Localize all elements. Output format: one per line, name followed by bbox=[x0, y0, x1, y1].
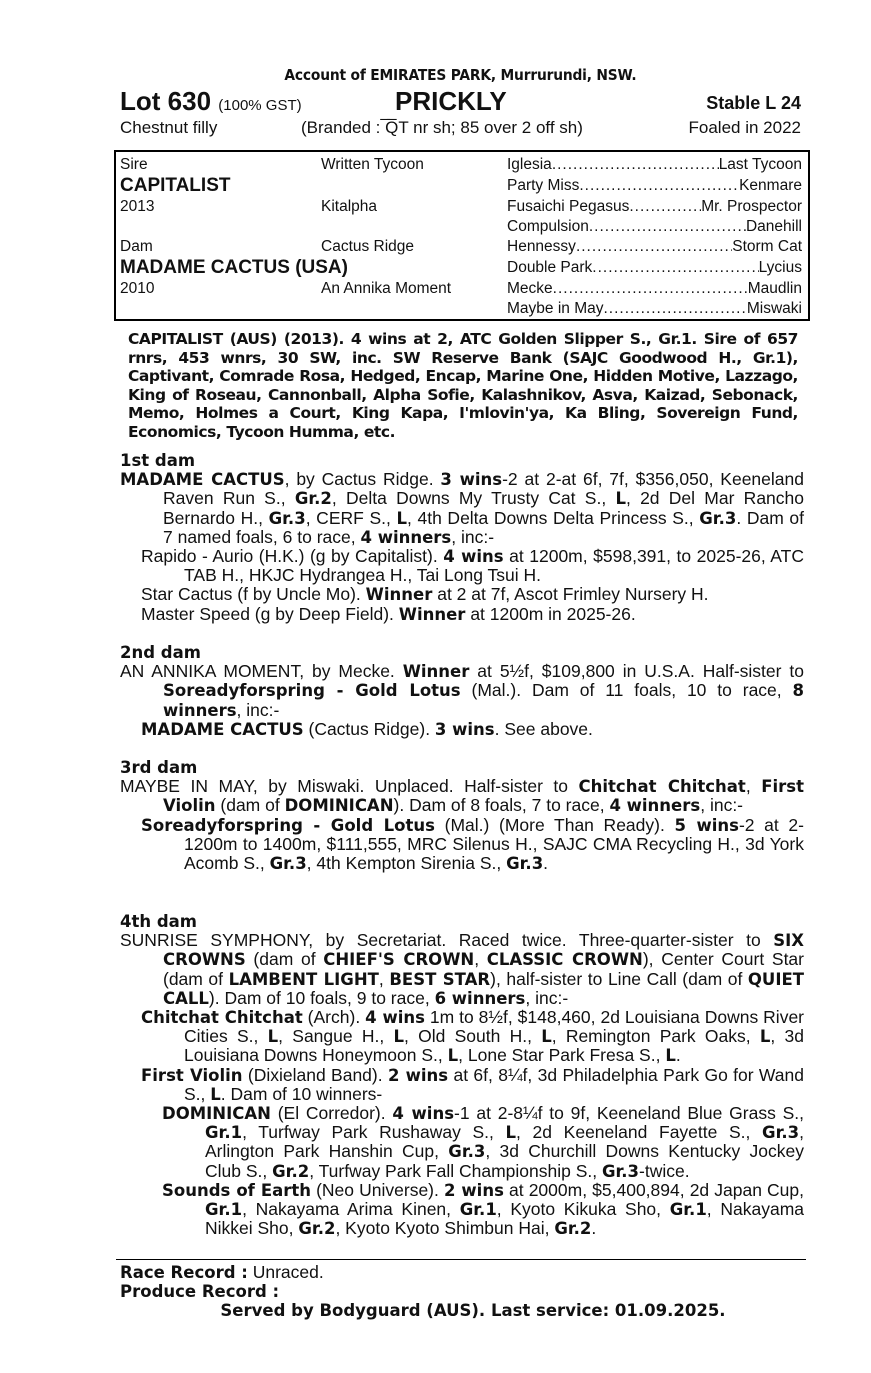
bold-run: LAMBENT LIGHT bbox=[228, 969, 379, 989]
section-heading: 3rd dam bbox=[120, 758, 198, 777]
text-run: (dam of bbox=[245, 949, 324, 970]
bold-run: Chitchat Chitchat bbox=[578, 777, 746, 797]
text-run: (El Corredor). bbox=[270, 1103, 393, 1124]
text-run: at 5½f, $109,800 in U.S.A. Half-sister to bbox=[469, 661, 804, 682]
text-run: , inc:- bbox=[525, 987, 569, 1008]
race-record-label: Race Record : bbox=[120, 1263, 248, 1282]
dam-name: MADAME CACTUS (USA) bbox=[120, 257, 348, 278]
dam-paragraph bbox=[120, 931, 804, 1008]
bold-run: Gr.3 bbox=[268, 508, 306, 528]
lot-number bbox=[120, 86, 302, 117]
bold-run: L bbox=[393, 1027, 404, 1047]
granddam-paternal: Kitalpha bbox=[321, 198, 378, 215]
text-run: . bbox=[675, 1045, 681, 1066]
bold-run: L bbox=[759, 1027, 771, 1047]
bold-run: 4 winners bbox=[609, 796, 701, 816]
text-run: , Delta Downs My Trusty Cat S., bbox=[331, 488, 616, 509]
bold-run: DOMINICAN bbox=[162, 1104, 271, 1124]
section-heading: 4th dam bbox=[120, 912, 197, 931]
bold-run: Gr.2 bbox=[272, 1161, 310, 1181]
bold-run: First Violin bbox=[141, 1065, 243, 1085]
bold-run: 2 wins bbox=[387, 1065, 449, 1085]
text-run: 1m to 8½f, $148,460, 2d Louisiana Downs River Cities S., bbox=[184, 1007, 805, 1047]
bold-run: 4 wins bbox=[443, 547, 504, 566]
text-run: , 2d Del Mar Rancho Bernardo H., bbox=[163, 488, 804, 528]
grand-progeny-entry bbox=[120, 1181, 804, 1239]
foaled-year: Foaled in 2022 bbox=[688, 118, 801, 137]
third-dam-section bbox=[120, 758, 804, 873]
text-run: (Dixieland Band). bbox=[242, 1064, 388, 1085]
bold-run: Gr.3 bbox=[699, 508, 737, 528]
bold-run: Gr.3 bbox=[506, 854, 544, 873]
great-grandparent: Hennessy ..... Storm Cat bbox=[507, 238, 802, 256]
text-run: Rapido - Aurio (H.K.) (g by Capitalist). bbox=[141, 546, 444, 566]
great-grandparent: Fusaichi Pegasus ..... Mr. Prospector bbox=[507, 198, 802, 216]
text-run: , bbox=[378, 968, 390, 989]
text-run: , inc:- bbox=[236, 699, 280, 720]
bold-run: L bbox=[505, 1123, 517, 1143]
text-run: , Nakayama Nikkei Sho, bbox=[205, 1199, 804, 1239]
race-record bbox=[116, 1263, 806, 1282]
text-run: . Dam of 7 named foals, 6 to race, bbox=[163, 507, 805, 547]
bold-run: Gr.2 bbox=[554, 1219, 592, 1239]
first-dam-section bbox=[120, 451, 804, 624]
bold-run: L bbox=[541, 1027, 552, 1047]
text-run: at 2000m, $5,400,894, 2d Japan Cup, bbox=[503, 1179, 805, 1200]
text-run: , 3d Churchill Downs Kentucky Jockey Club S., bbox=[205, 1141, 805, 1181]
text-run: ). Dam of 10 foals, 9 to race, bbox=[208, 987, 435, 1008]
granddam-maternal: An Annika Moment bbox=[321, 280, 452, 297]
bold-run: CHIEF'S CROWN bbox=[323, 950, 475, 970]
bold-run: Gr.1 bbox=[459, 1200, 497, 1220]
bold-run: Chitchat Chitchat bbox=[141, 1008, 303, 1027]
text-run: Star Cactus (f by Uncle Mo). bbox=[141, 584, 366, 605]
records-footer bbox=[116, 1259, 806, 1320]
text-run: AN ANNIKA MOMENT, by Mecke. bbox=[120, 661, 403, 682]
text-run: -2 at 2-1200m to 1400m, $111,555, MRC Silenus H., SAJC CMA Recycling H., 3d York Acomb S., bbox=[184, 814, 804, 873]
text-run: , bbox=[474, 949, 487, 970]
bold-run: Sounds of Earth bbox=[162, 1180, 311, 1200]
text-run: MAYBE IN MAY, by Miswaki. Unplaced. Half-sister to bbox=[120, 776, 579, 797]
text-run: (Cactus Ridge). bbox=[303, 718, 435, 739]
gst-note: (100% GST) bbox=[218, 97, 302, 114]
text-run: , 2d Keeneland Fayette S., bbox=[516, 1122, 763, 1143]
text-run: -twice. bbox=[639, 1160, 690, 1181]
bold-run: Gr.1 bbox=[205, 1200, 243, 1220]
bold-run: SIX CROWNS bbox=[163, 931, 804, 970]
bold-run: Gr.1 bbox=[669, 1200, 707, 1220]
bold-run: L bbox=[447, 1046, 459, 1066]
brand-description: (Branded : ̅Q̅T nr sh; 85 over 2 off sh) bbox=[301, 118, 583, 137]
produce-record bbox=[116, 1282, 806, 1301]
text-run: , Old South H., bbox=[404, 1026, 542, 1047]
bold-run: L bbox=[396, 508, 407, 528]
bold-run: 3 wins bbox=[434, 719, 495, 739]
bold-run: L bbox=[267, 1027, 279, 1047]
lot-label: Lot 630 bbox=[120, 86, 212, 116]
bold-run: MADAME CACTUS bbox=[120, 470, 285, 490]
text-run: , Sangue H., bbox=[278, 1026, 394, 1047]
bold-run: L bbox=[615, 489, 626, 509]
stable-location: Stable L 24 bbox=[706, 93, 801, 113]
sire-name: CAPITALIST bbox=[120, 175, 231, 196]
section-heading: 2nd dam bbox=[120, 643, 201, 662]
bold-run: BEST STAR bbox=[389, 969, 491, 989]
text-run: at 2 at 7f, Ascot Frimley Nursery H. bbox=[432, 584, 709, 605]
text-run: -2 at 2-at 6f, 7f, $356,050, Keeneland Raven Run S., bbox=[163, 469, 804, 509]
second-dam-section bbox=[120, 643, 804, 739]
text-run: , inc:- bbox=[451, 526, 495, 547]
bold-run: Gr.3 bbox=[762, 1123, 800, 1143]
text-run: , CERF S., bbox=[305, 507, 397, 528]
dam-paragraph bbox=[120, 777, 804, 815]
race-record-value: Unraced. bbox=[247, 1262, 324, 1282]
text-run: ), half-sister to Line Call (dam of bbox=[490, 968, 748, 989]
bold-run: 5 wins bbox=[674, 815, 739, 835]
text-run: . bbox=[591, 1218, 597, 1239]
bold-run: Gr.3 bbox=[601, 1161, 640, 1181]
dam-year: 2010 bbox=[120, 280, 155, 297]
bold-run: Soreadyforspring - Gold Lotus bbox=[141, 815, 435, 835]
great-grandparent: Double Park ..... Lycius bbox=[507, 259, 802, 277]
great-grandparent: Party Miss ..... Kenmare bbox=[507, 177, 802, 195]
great-grandparent: Iglesia ..... Last Tycoon bbox=[507, 156, 802, 174]
text-run: Master Speed (g by Deep Field). bbox=[141, 603, 399, 624]
bold-run: Gr.2 bbox=[294, 489, 332, 509]
text-run: (Mal.). Dam of 11 foals, 10 to race, bbox=[460, 680, 793, 701]
sire-year: 2013 bbox=[120, 198, 155, 215]
bold-run: 2 wins bbox=[443, 1180, 504, 1200]
bold-run: Gr.2 bbox=[298, 1219, 336, 1239]
bold-run: 3 wins bbox=[440, 470, 503, 490]
grandsire-paternal: Written Tycoon bbox=[321, 156, 424, 173]
bold-run: 6 winners bbox=[434, 988, 526, 1008]
progeny-entry bbox=[120, 547, 804, 585]
bold-run: Winner bbox=[402, 662, 470, 682]
bold-run: QUIET CALL bbox=[163, 969, 804, 1008]
sire-summary: CAPITALIST (AUS) (2013). 4 wins at 2, ATC Golden Slipper S., Gr.1. Sire of 657 rnrs, 453 wnrs, 30 SW, inc. SW Reserve Bank (SAJC Goodwood H., Gr.1), Captivant, Comrade Rosa, Hedged, Encap, Marine One, Hidden Motive, Lazzago, King of Roseau, Cannonball, Alpha Sofie, Kalashnikov, Asva, Kaizad, Sebonack, Memo, Holmes a Court, King Kapa, I'mlovin'ya, Ka Bling, Sovereign Fund, Economics, Tycoon Humma, etc. bbox=[128, 330, 798, 441]
produce-record-label: Produce Record : bbox=[120, 1282, 280, 1301]
text-run: , Arlington Park Hanshin Cup, bbox=[205, 1122, 804, 1162]
text-run: , Nakayama Arima Kinen, bbox=[242, 1199, 460, 1220]
text-run: . See above. bbox=[494, 718, 593, 739]
text-run: at 6f, 8¼f, 3d Philadelphia Park Go for Wand S., bbox=[184, 1064, 804, 1104]
bold-run: Gr.3 bbox=[448, 1142, 486, 1162]
text-run: SUNRISE SYMPHONY, by Secretariat. Raced twice. Three-quarter-sister to bbox=[120, 930, 774, 951]
bold-run: L bbox=[210, 1084, 221, 1104]
bold-run: MADAME CACTUS bbox=[141, 719, 304, 739]
bold-run: 4 wins bbox=[392, 1104, 455, 1124]
bold-run: Gr.3 bbox=[269, 854, 307, 873]
account-of-line: Account of EMIRATES PARK, Murrurundi, NSW. bbox=[284, 66, 637, 84]
bold-run: First Violin bbox=[163, 777, 804, 816]
text-run: (Neo Universe). bbox=[311, 1179, 444, 1200]
text-run: -1 at 2-8¼f to 9f, Keeneland Blue Grass S., bbox=[454, 1103, 805, 1124]
service-note: Served by Bodyguard (AUS). Last service: 01.09.2025. bbox=[220, 1301, 726, 1320]
progeny-entry bbox=[120, 720, 804, 739]
text-run: , Turfway Park Fall Championship S., bbox=[309, 1160, 602, 1181]
text-run: , inc:- bbox=[700, 795, 744, 816]
fourth-dam-section bbox=[120, 912, 804, 1238]
grandsire-maternal: Cactus Ridge bbox=[321, 238, 415, 255]
text-run: , bbox=[745, 776, 762, 797]
progeny-entry bbox=[120, 585, 804, 604]
pedigree-table bbox=[114, 150, 810, 321]
text-run: (Mal.) (More Than Ready). bbox=[434, 814, 675, 835]
text-run: (dam of bbox=[215, 795, 285, 816]
grand-progeny-entry bbox=[120, 1104, 804, 1181]
bold-run: Winner bbox=[398, 604, 466, 624]
bold-run: CLASSIC CROWN bbox=[486, 950, 643, 970]
horse-name: PRICKLY bbox=[395, 86, 507, 116]
bold-run: 4 winners bbox=[360, 527, 452, 547]
text-run: at 1200m in 2025-26. bbox=[465, 603, 636, 624]
progeny-entry bbox=[120, 816, 804, 874]
section-heading: 1st dam bbox=[120, 451, 196, 470]
great-grandparent: Maybe in May ..... Miswaki bbox=[507, 300, 802, 318]
text-run: (Arch). bbox=[302, 1007, 366, 1027]
text-run: , 3d Louisiana Downs Honeymoon S., bbox=[184, 1026, 804, 1066]
sire-label: Sire bbox=[120, 156, 148, 173]
text-run: ). Dam of 8 foals, 7 to race, bbox=[393, 795, 610, 816]
text-run: , Lone Star Park Fresa S., bbox=[458, 1045, 666, 1066]
bold-run: Winner bbox=[365, 585, 433, 605]
bold-run: DOMINICAN bbox=[284, 796, 394, 816]
bold-run: Gr.1 bbox=[205, 1123, 243, 1143]
text-run: . Dam of 10 winners- bbox=[220, 1083, 383, 1104]
bold-run: L bbox=[665, 1046, 676, 1066]
great-grandparent: Mecke ..... Maudlin bbox=[507, 280, 802, 298]
progeny-entry bbox=[120, 1066, 804, 1104]
bold-run: 8 winners bbox=[163, 681, 804, 720]
text-run: , Kyoto Kikuka Sho, bbox=[496, 1199, 670, 1220]
text-run: . bbox=[543, 853, 549, 873]
text-run: , Turfway Park Rushaway S., bbox=[242, 1122, 506, 1143]
great-grandparent: Compulsion ..... Danehill bbox=[507, 218, 802, 236]
text-run: at 1200m, $598,391, to 2025-26, ATC TAB H., HKJC Hydrangea H., Tai Long Tsui H. bbox=[184, 546, 804, 586]
bold-run: 4 wins bbox=[365, 1008, 425, 1027]
text-run: , 4th Kempton Sirenia S., bbox=[306, 853, 507, 873]
bold-run: Soreadyforspring - Gold Lotus bbox=[163, 681, 461, 701]
text-run: , Kyoto Kyoto Shimbun Hai, bbox=[335, 1218, 555, 1239]
dam-paragraph bbox=[120, 662, 804, 720]
text-run: , Remington Park Oaks, bbox=[551, 1026, 760, 1047]
dam-paragraph bbox=[120, 470, 804, 547]
text-run: , 4th Delta Downs Delta Princess S., bbox=[406, 507, 700, 528]
progeny-entry bbox=[120, 605, 804, 624]
text-run: ), Center Court Star (dam of bbox=[163, 949, 804, 989]
horse-colour-sex: Chestnut filly bbox=[120, 118, 218, 137]
text-run: , by Cactus Ridge. bbox=[284, 469, 441, 490]
progeny-entry bbox=[120, 1008, 804, 1066]
dam-label: Dam bbox=[120, 238, 153, 255]
